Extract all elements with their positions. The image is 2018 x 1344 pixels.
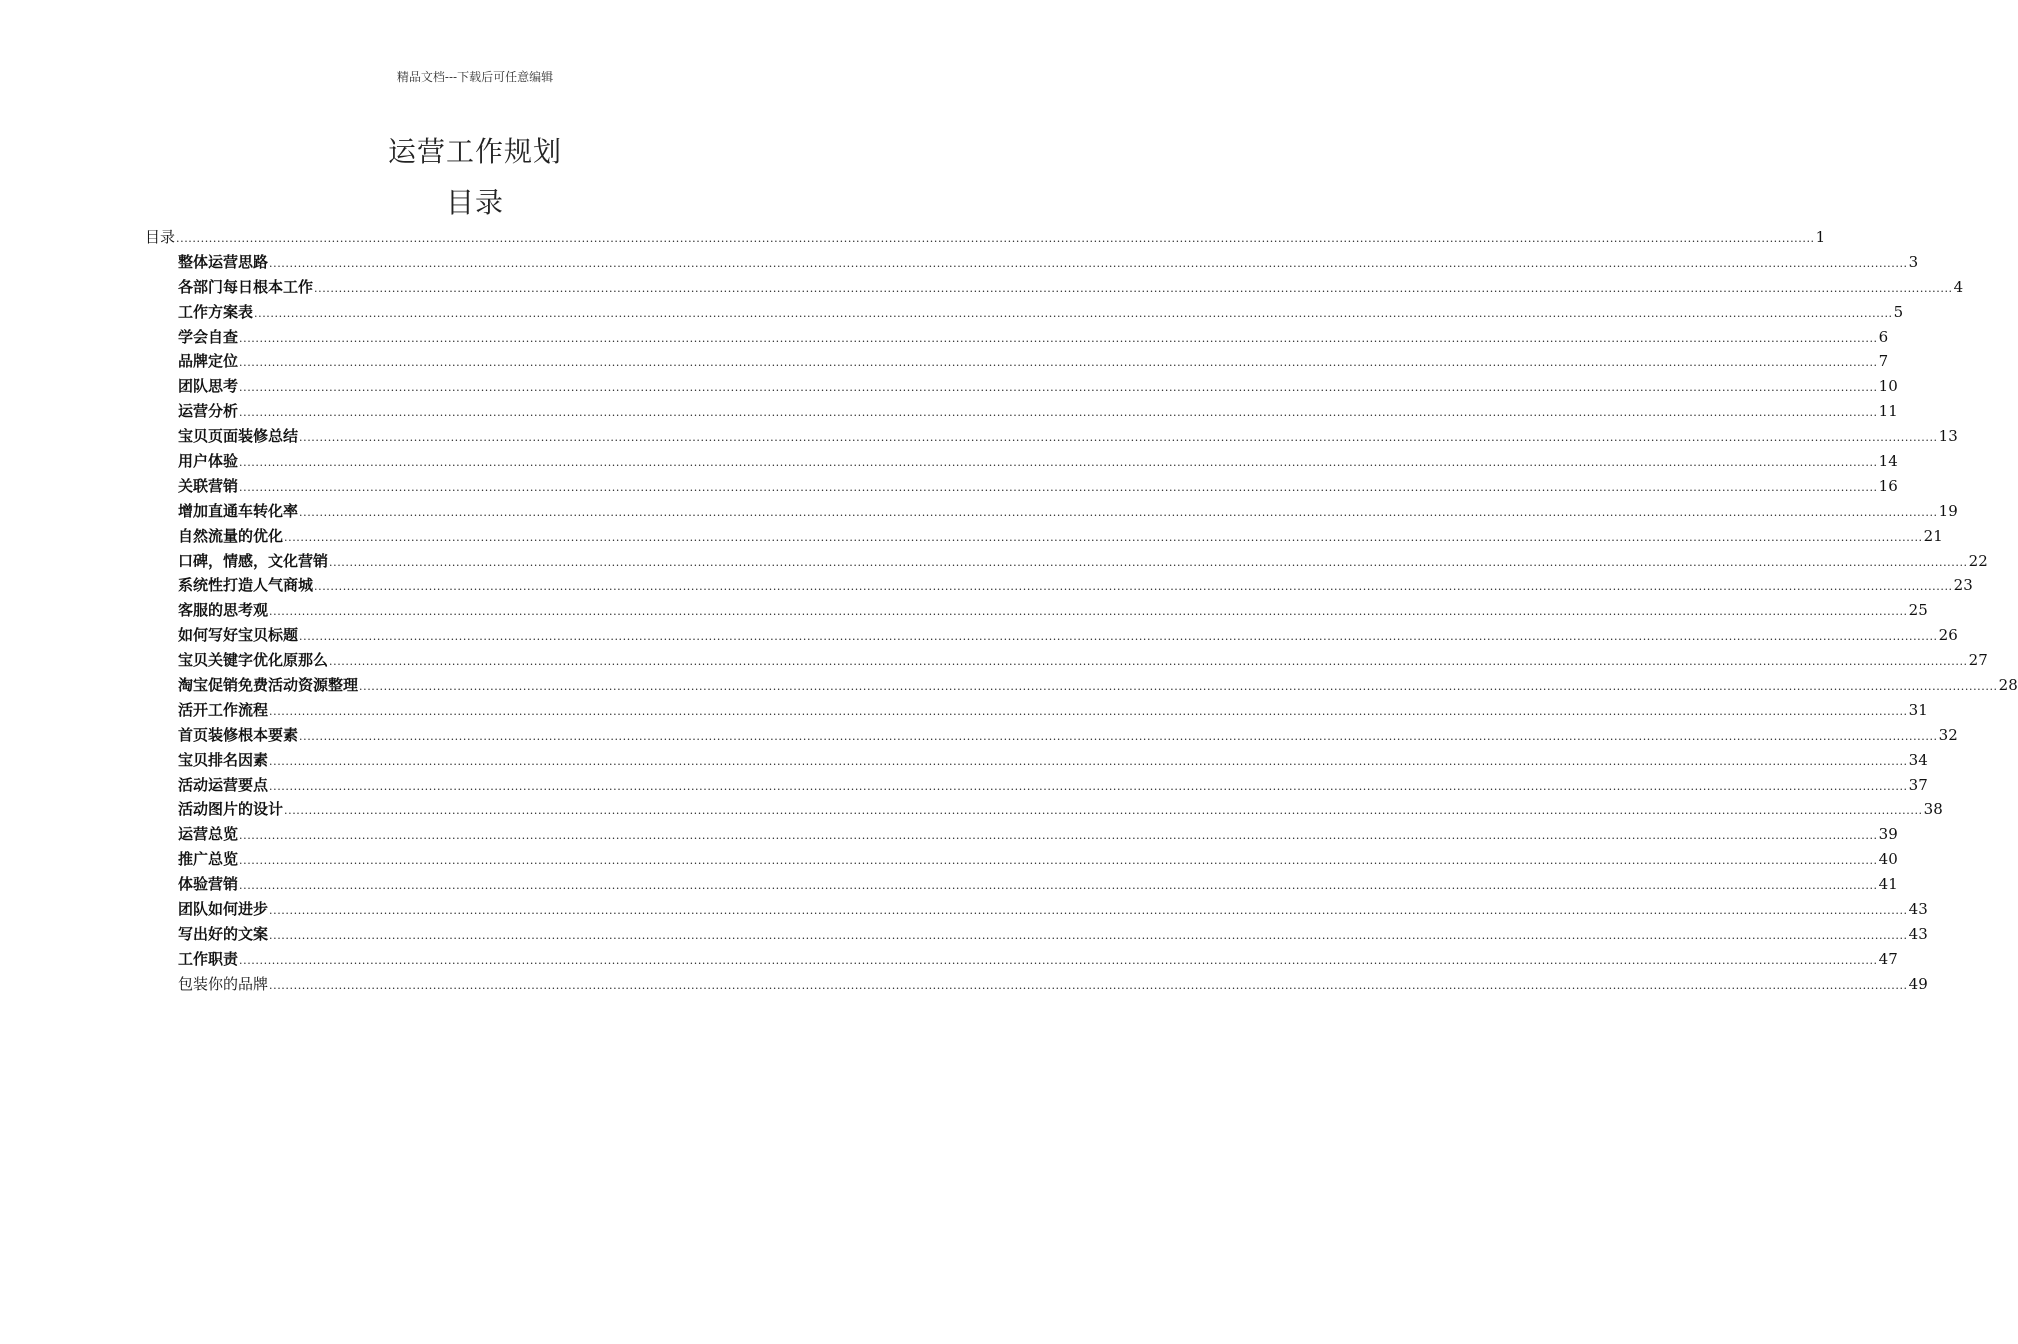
toc-dot-leader: ................................................................................................................................................................................................................................................................................................................................................................................................................ <box>269 928 1908 942</box>
toc-dot-leader: ................................................................................................................................................................................................................................................................................................................................................................................................................ <box>329 655 1968 669</box>
toc-entry-title[interactable]: 淘宝促销免费活动资源整理 <box>178 676 359 695</box>
toc-dot-leader: ................................................................................................................................................................................................................................................................................................................................................................................................................ <box>284 530 1923 544</box>
toc-entry-page-number: 1 <box>1815 228 1826 246</box>
toc-dot-leader: ................................................................................................................................................................................................................................................................................................................................................................................................................ <box>329 555 1968 569</box>
toc-entry[interactable] <box>145 573 1973 598</box>
toc-dot-leader: ................................................................................................................................................................................................................................................................................................................................................................................................................ <box>269 256 1908 270</box>
toc-entry[interactable] <box>145 797 1943 822</box>
toc-dot-leader: ................................................................................................................................................................................................................................................................................................................................................................................................................ <box>299 431 1938 445</box>
toc-dot-leader: ................................................................................................................................................................................................................................................................................................................................................................................................................ <box>239 331 1878 345</box>
toc-entry-page-number: 38 <box>1923 800 1943 819</box>
toc-entry[interactable] <box>145 698 1928 723</box>
toc-entry[interactable] <box>145 947 1898 972</box>
toc-entry-page-number: 16 <box>1878 476 1898 495</box>
toc-entry[interactable] <box>145 748 1928 773</box>
toc-entry[interactable] <box>145 225 1826 250</box>
toc-dot-leader: ................................................................................................................................................................................................................................................................................................................................................................................................................ <box>284 804 1923 818</box>
toc-entry[interactable] <box>145 673 2018 698</box>
toc-entry-title[interactable]: 包装你的品牌 <box>178 974 269 993</box>
toc-entry-page-number: 21 <box>1923 526 1943 545</box>
toc-entry-title[interactable]: 宝贝排名因素 <box>178 750 269 769</box>
toc-entry-title[interactable]: 用户体验 <box>178 452 239 471</box>
toc-entry-title[interactable]: 自然流量的优化 <box>178 526 284 545</box>
toc-entry[interactable] <box>145 598 1928 623</box>
toc-dot-leader: ................................................................................................................................................................................................................................................................................................................................................................................................................ <box>269 704 1908 718</box>
toc-entry-title[interactable]: 如何写好宝贝标题 <box>178 626 299 645</box>
toc-entry-title[interactable]: 工作方案表 <box>178 302 254 321</box>
toc-dot-leader: ................................................................................................................................................................................................................................................................................................................................................................................................................ <box>254 306 1893 320</box>
toc-dot-leader: ................................................................................................................................................................................................................................................................................................................................................................................................................ <box>176 232 1815 245</box>
toc-entry-page-number: 4 <box>1953 277 1964 296</box>
toc-entry-page-number: 10 <box>1878 377 1898 396</box>
toc-dot-leader: ................................................................................................................................................................................................................................................................................................................................................................................................................ <box>299 729 1938 743</box>
toc-dot-leader: ................................................................................................................................................................................................................................................................................................................................................................................................................ <box>269 754 1908 768</box>
toc-dot-leader: ................................................................................................................................................................................................................................................................................................................................................................................................................ <box>359 680 1998 694</box>
toc-entry[interactable] <box>145 648 1988 673</box>
toc-entry-title[interactable]: 写出好的文案 <box>178 924 269 943</box>
toc-entry-title[interactable]: 团队思考 <box>178 377 239 396</box>
toc-entry[interactable] <box>145 250 1919 275</box>
toc-dot-leader: ................................................................................................................................................................................................................................................................................................................................................................................................................ <box>239 356 1878 370</box>
toc-entry[interactable] <box>145 349 1889 374</box>
toc-dot-leader: ................................................................................................................................................................................................................................................................................................................................................................................................................ <box>269 779 1908 793</box>
toc-dot-leader: ................................................................................................................................................................................................................................................................................................................................................................................................................ <box>239 456 1878 470</box>
toc-entry[interactable] <box>145 399 1898 424</box>
toc-entry-page-number: 7 <box>1878 352 1889 371</box>
toc-entry-page-number: 13 <box>1938 427 1958 446</box>
toc-entry-title[interactable]: 客服的思考观 <box>178 601 269 620</box>
toc-entry-title[interactable]: 工作职责 <box>178 949 239 968</box>
toc-entry-title[interactable]: 品牌定位 <box>178 352 239 371</box>
toc-entry-title[interactable]: 宝贝关键字优化原那么 <box>178 651 329 670</box>
toc-entry-page-number: 6 <box>1878 327 1889 346</box>
table-of-contents <box>145 225 2018 997</box>
toc-entry[interactable] <box>145 922 1928 947</box>
toc-dot-leader: ................................................................................................................................................................................................................................................................................................................................................................................................................ <box>239 406 1878 420</box>
toc-entry-page-number: 19 <box>1938 501 1958 520</box>
toc-entry-page-number: 27 <box>1968 651 1988 670</box>
toc-entry-page-number: 39 <box>1878 825 1898 844</box>
toc-entry[interactable] <box>145 325 1889 350</box>
toc-entry[interactable] <box>145 773 1928 798</box>
toc-dot-leader: ................................................................................................................................................................................................................................................................................................................................................................................................................ <box>239 879 1878 893</box>
toc-entry-page-number: 26 <box>1938 626 1958 645</box>
toc-entry-title[interactable]: 活动运营要点 <box>178 775 269 794</box>
toc-dot-leader: ................................................................................................................................................................................................................................................................................................................................................................................................................ <box>299 630 1938 644</box>
toc-dot-leader: ................................................................................................................................................................................................................................................................................................................................................................................................................ <box>239 829 1878 843</box>
toc-entry-page-number: 32 <box>1938 725 1958 744</box>
toc-entry-page-number: 3 <box>1908 252 1919 271</box>
toc-entry[interactable] <box>145 374 1898 399</box>
toc-entry-title[interactable]: 系统性打造人气商城 <box>178 576 314 595</box>
toc-entry-page-number: 25 <box>1908 601 1928 620</box>
toc-entry-page-number: 5 <box>1893 302 1904 321</box>
toc-entry-title[interactable]: 首页装修根本要素 <box>178 725 299 744</box>
toc-entry-title[interactable]: 运营总览 <box>178 825 239 844</box>
toc-entry-page-number: 43 <box>1908 900 1928 919</box>
toc-dot-leader: ................................................................................................................................................................................................................................................................................................................................................................................................................ <box>314 281 1953 295</box>
toc-entry-page-number: 14 <box>1878 452 1898 471</box>
toc-heading: 目录 <box>445 186 504 219</box>
toc-entry-page-number: 47 <box>1878 949 1898 968</box>
toc-entry[interactable] <box>145 499 1958 524</box>
toc-entry-title[interactable]: 整体运营思路 <box>178 252 269 271</box>
toc-entry-title[interactable]: 各部门每日根本工作 <box>178 277 314 296</box>
toc-entry-page-number: 28 <box>1998 676 2018 695</box>
toc-entry-title[interactable]: 学会自查 <box>178 327 239 346</box>
toc-entry-title[interactable]: 目录 <box>145 228 176 246</box>
toc-entry[interactable] <box>145 822 1898 847</box>
toc-entry-title[interactable]: 增加直通车转化率 <box>178 501 299 520</box>
toc-entry-page-number: 37 <box>1908 775 1928 794</box>
toc-entry[interactable] <box>145 897 1928 922</box>
document-title: 运营工作规划 <box>387 135 562 168</box>
toc-entry-title[interactable]: 体验营销 <box>178 875 239 894</box>
toc-dot-leader: ................................................................................................................................................................................................................................................................................................................................................................................................................ <box>239 381 1878 395</box>
toc-entry-page-number: 49 <box>1908 974 1928 993</box>
toc-dot-leader: ................................................................................................................................................................................................................................................................................................................................................................................................................ <box>269 978 1908 992</box>
toc-entry-page-number: 22 <box>1968 551 1988 570</box>
toc-entry-page-number: 41 <box>1878 875 1898 894</box>
toc-entry[interactable] <box>145 847 1898 872</box>
toc-entry[interactable] <box>145 872 1898 897</box>
toc-entry[interactable] <box>145 549 1988 574</box>
toc-entry[interactable] <box>145 424 1958 449</box>
toc-entry-page-number: 34 <box>1908 750 1928 769</box>
toc-entry-page-number: 40 <box>1878 850 1898 869</box>
toc-entry-title[interactable]: 推广总览 <box>178 850 239 869</box>
toc-dot-leader: ................................................................................................................................................................................................................................................................................................................................................................................................................ <box>239 480 1878 494</box>
toc-entry-title[interactable]: 活开工作流程 <box>178 700 269 719</box>
page-header: 精品文档---下载后可任意编辑 <box>396 70 554 84</box>
toc-dot-leader: ................................................................................................................................................................................................................................................................................................................................................................................................................ <box>239 953 1878 967</box>
toc-entry[interactable] <box>145 972 1928 997</box>
toc-entry-title[interactable]: 团队如何进步 <box>178 900 269 919</box>
toc-entry-title[interactable]: 关联营销 <box>178 476 239 495</box>
toc-entry-page-number: 11 <box>1878 402 1898 421</box>
toc-dot-leader: ................................................................................................................................................................................................................................................................................................................................................................................................................ <box>269 605 1908 619</box>
toc-entry-title[interactable]: 运营分析 <box>178 402 239 421</box>
toc-dot-leader: ................................................................................................................................................................................................................................................................................................................................................................................................................ <box>299 505 1938 519</box>
toc-entry[interactable] <box>145 524 1943 549</box>
toc-entry[interactable] <box>145 474 1898 499</box>
toc-entry[interactable] <box>145 275 1964 300</box>
toc-entry-page-number: 43 <box>1908 924 1928 943</box>
toc-entry-title[interactable]: 口碑，情感，文化营销 <box>178 551 329 570</box>
toc-dot-leader: ................................................................................................................................................................................................................................................................................................................................................................................................................ <box>269 904 1908 918</box>
toc-entry[interactable] <box>145 623 1958 648</box>
toc-entry[interactable] <box>145 449 1898 474</box>
toc-entry-title[interactable]: 活动图片的设计 <box>178 800 284 819</box>
toc-dot-leader: ................................................................................................................................................................................................................................................................................................................................................................................................................ <box>239 854 1878 868</box>
toc-entry-page-number: 23 <box>1953 576 1973 595</box>
toc-entry[interactable] <box>145 300 1904 325</box>
toc-dot-leader: ................................................................................................................................................................................................................................................................................................................................................................................................................ <box>314 580 1953 594</box>
toc-entry-title[interactable]: 宝贝页面装修总结 <box>178 427 299 446</box>
toc-entry[interactable] <box>145 723 1958 748</box>
toc-entry-page-number: 31 <box>1908 700 1928 719</box>
